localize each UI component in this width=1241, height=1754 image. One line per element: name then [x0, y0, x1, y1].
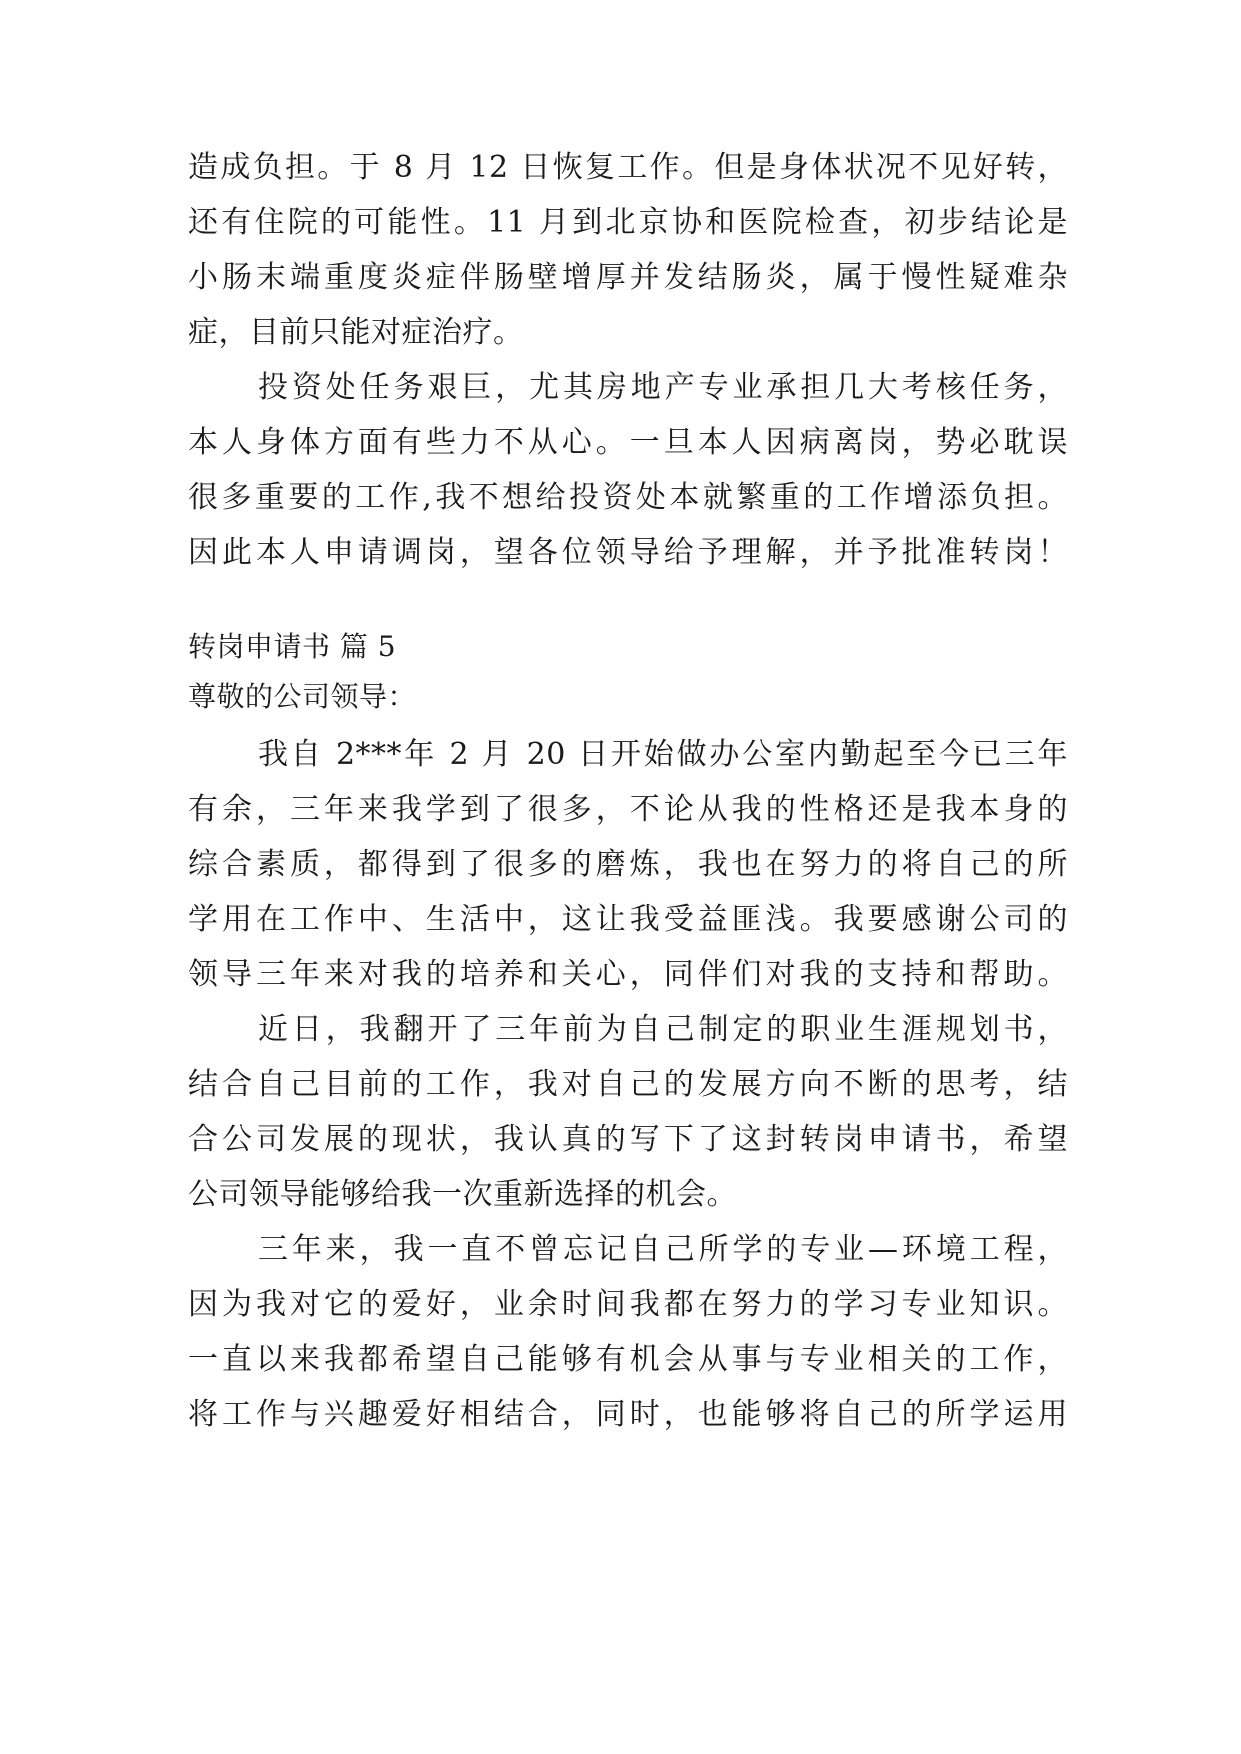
paragraph-5-line-1: 三年来，我一直不曾忘记自己所学的专业—环境工程，: [258, 1232, 1068, 1267]
paragraph-3-line-1: 我自 2***年 2 月 20 日开始做办公室内勤起至今已三年: [258, 737, 1068, 772]
paragraph-4-line-3: 合公司发展的现状，我认真的写下了这封转岗申请书，希望: [188, 1122, 1068, 1157]
paragraph-2-line-4: 因此本人申请调岗，望各位领导给予理解，并予批准转岗！: [188, 535, 1068, 570]
paragraph-1-line-1: 造成负担。于 8 月 12 日恢复工作。但是身体状况不见好转，: [188, 150, 1068, 185]
paragraph-4-line-2: 结合自己目前的工作，我对自己的发展方向不断的思考，结: [188, 1067, 1068, 1102]
paragraph-1-line-3: 小肠末端重度炎症伴肠壁增厚并发结肠炎，属于慢性疑难杂: [188, 260, 1068, 295]
paragraph-3-line-3: 综合素质，都得到了很多的磨炼，我也在努力的将自己的所: [188, 847, 1068, 882]
paragraph-3-line-2: 有余，三年来我学到了很多，不论从我的性格还是我本身的: [188, 792, 1068, 827]
paragraph-5-line-4: 将工作与兴趣爱好相结合，同时，也能够将自己的所学运用: [188, 1397, 1068, 1432]
paragraph-1-line-2: 还有住院的可能性。11 月到北京协和医院检查，初步结论是: [188, 205, 1068, 240]
paragraph-1-line-4: 症，目前只能对症治疗。: [188, 315, 524, 350]
paragraph-2-line-2: 本人身体方面有些力不从心。一旦本人因病离岗，势必耽误: [188, 425, 1068, 460]
paragraph-5-line-3: 一直以来我都希望自己能够有机会从事与专业相关的工作，: [188, 1342, 1068, 1377]
paragraph-2-line-3: 很多重要的工作,我不想给投资处本就繁重的工作增添负担。: [188, 480, 1068, 515]
salutation: 尊敬的公司领导：: [188, 680, 417, 713]
paragraph-4-line-4: 公司领导能够给我一次重新选择的机会。: [188, 1177, 737, 1212]
section-title: 转岗申请书 篇 5: [188, 630, 397, 663]
paragraph-3-line-5: 领导三年来对我的培养和关心，同伴们对我的支持和帮助。: [188, 957, 1068, 992]
paragraph-2-line-1: 投资处任务艰巨，尤其房地产专业承担几大考核任务，: [258, 370, 1068, 405]
paragraph-3-line-4: 学用在工作中、生活中，这让我受益匪浅。我要感谢公司的: [188, 902, 1068, 937]
paragraph-5-line-2: 因为我对它的爱好，业余时间我都在努力的学习专业知识。: [188, 1287, 1068, 1322]
paragraph-4-line-1: 近日，我翻开了三年前为自己制定的职业生涯规划书，: [258, 1012, 1068, 1047]
